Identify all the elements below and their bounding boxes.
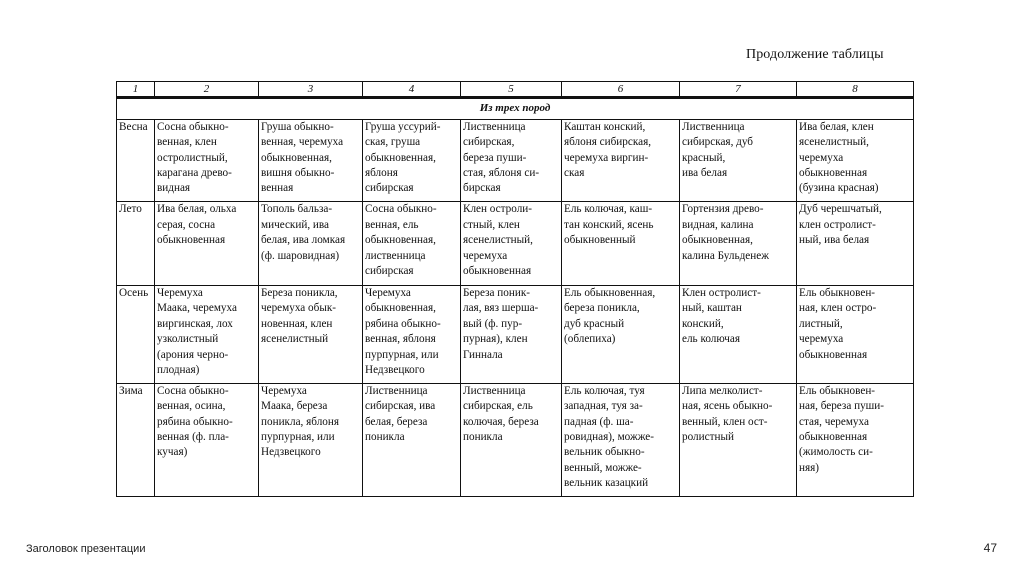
species-cell: Ива белая, клен ясенелистный, черемуха обыкновенная (бузина красная): [797, 119, 914, 202]
column-number: 8: [797, 82, 914, 98]
species-cell: Сосна обыкно- венная, клен остролистный, карагана древо- видная: [155, 119, 259, 202]
species-cell: Ива белая, ольха серая, сосна обыкновенная: [155, 202, 259, 286]
species-cell: Лиственница сибирская, береза пуши- стая, яблоня си- бирская: [461, 119, 562, 202]
species-cell: Ель обыкновенная, береза поникла, дуб красный (облепиха): [562, 285, 680, 383]
species-cell: Черемуха обыкновенная, рябина обыкно- венная, яблоня пурпурная, или Недзвецкого: [363, 285, 461, 383]
species-cell: Груша уссурий- ская, груша обыкновенная, яблоня сибирская: [363, 119, 461, 202]
species-cell: Лиственница сибирская, дуб красный, ива белая: [680, 119, 797, 202]
species-cell: Груша обыкно- венная, черемуха обыкновенная, вишня обыкно- венная: [259, 119, 363, 202]
species-cell: Сосна обыкно- венная, ель обыкновенная, лиственница сибирская: [363, 202, 461, 286]
table-row: [117, 202, 914, 286]
presentation-title: Заголовок презентации: [26, 543, 146, 555]
species-cell: Липа мелколист- ная, ясень обыкно- венный, клен ост- ролистный: [680, 383, 797, 496]
column-number: 6: [562, 82, 680, 98]
species-cell: Клен остроли- стный, клен ясенелистный, черемуха обыкновенная: [461, 202, 562, 286]
column-number: 2: [155, 82, 259, 98]
group-title: Из трех пород: [117, 98, 914, 119]
table-row: [117, 285, 914, 383]
column-number: 3: [259, 82, 363, 98]
column-number: 7: [680, 82, 797, 98]
species-table: [116, 81, 914, 497]
table-row: [117, 383, 914, 496]
species-cell: Черемуха Маака, черемуха виргинская, лох узколистный (арония черно- плодная): [155, 285, 259, 383]
species-cell: Ель обыкновен- ная, клен остро- листный, черемуха обыкновенная: [797, 285, 914, 383]
species-cell: Клен остролист- ный, каштан конский, ель колючая: [680, 285, 797, 383]
season-label: Лето: [117, 202, 155, 286]
species-cell: Береза поник- лая, вяз шерша- вый (ф. пур- пурная), клен Гиннала: [461, 285, 562, 383]
species-cell: Ель колючая, туя западная, туя за- падная (ф. ша- ровидная), можже- вельник обыкно- венный, можже- вельник казацкий: [562, 383, 680, 496]
column-number: 5: [461, 82, 562, 98]
species-cell: Черемуха Маака, береза поникла, яблоня пурпурная, или Недзвецкого: [259, 383, 363, 496]
species-cell: Ель обыкновен- ная, береза пуши- стая, черемуха обыкновенная (жимолость си- няя): [797, 383, 914, 496]
table-caption: Продолжение таблицы: [746, 47, 884, 62]
season-label: Осень: [117, 285, 155, 383]
species-cell: Лиственница сибирская, ель колючая, береза поникла: [461, 383, 562, 496]
species-cell: Сосна обыкно- венная, осина, рябина обыкно- венная (ф. пла- кучая): [155, 383, 259, 496]
column-number: 1: [117, 82, 155, 98]
species-cell: Тополь бальза- мический, ива белая, ива ломкая (ф. шаровидная): [259, 202, 363, 286]
table-row: [117, 119, 914, 202]
species-cell: Лиственница сибирская, ива белая, береза поникла: [363, 383, 461, 496]
page-number: 47: [983, 541, 997, 555]
column-number: 4: [363, 82, 461, 98]
season-label: Весна: [117, 119, 155, 202]
species-cell: Береза поникла, черемуха обык- новенная, клен ясенелистный: [259, 285, 363, 383]
season-label: Зима: [117, 383, 155, 496]
column-number-row: [117, 82, 914, 98]
species-cell: Гортензия древо- видная, калина обыкновенная, калина Бульденеж: [680, 202, 797, 286]
group-header-row: [117, 98, 914, 119]
species-cell: Дуб черешчатый, клен остролист- ный, ива белая: [797, 202, 914, 286]
species-cell: Ель колючая, каш- тан конский, ясень обыкновенный: [562, 202, 680, 286]
species-cell: Каштан конский, яблоня сибирская, черемуха виргин- ская: [562, 119, 680, 202]
